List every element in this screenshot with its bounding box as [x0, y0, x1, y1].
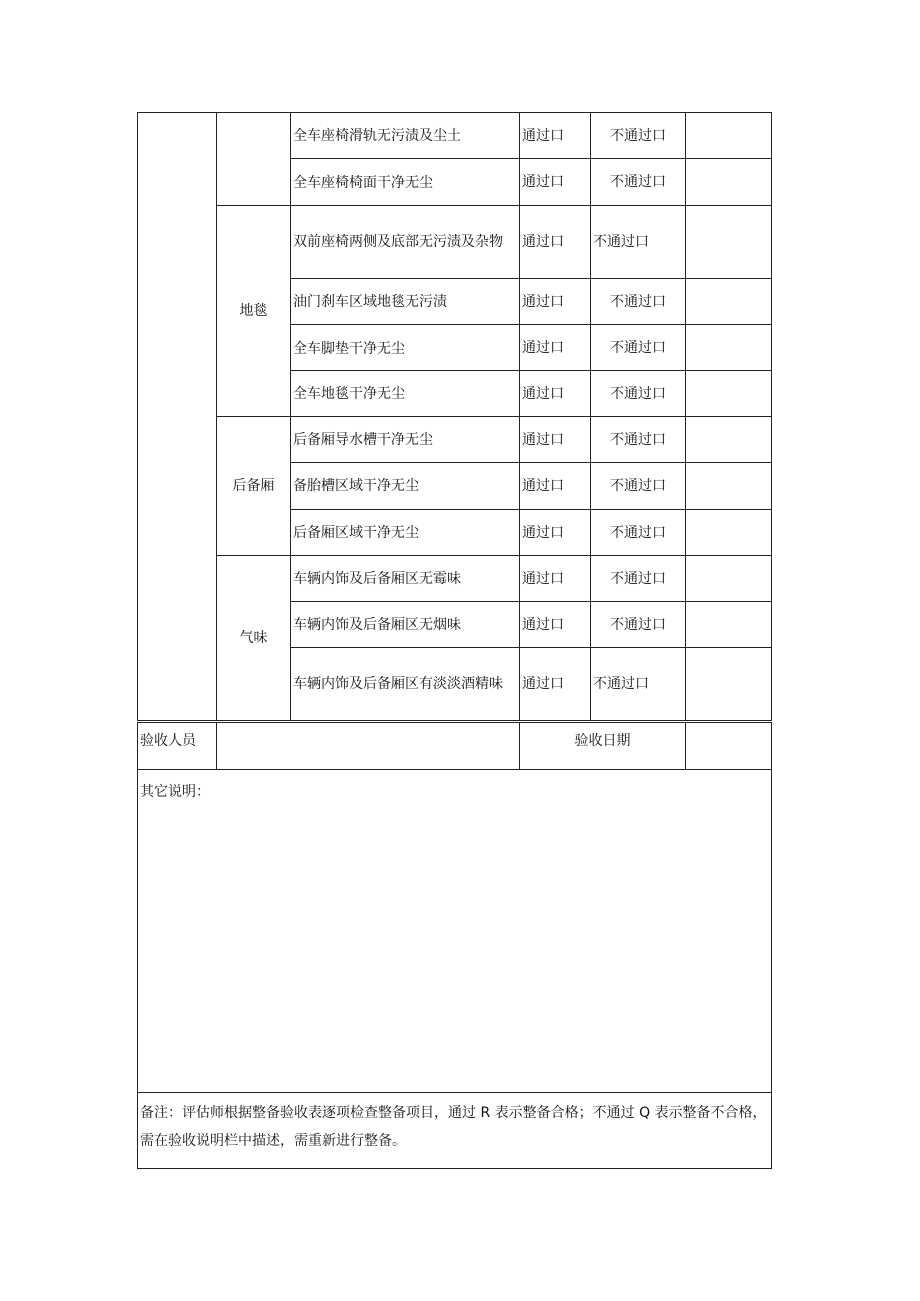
acceptance-checklist-table — [137, 112, 772, 721]
check-item: 车辆内饰及后备厢区有淡淡酒精味 — [291, 648, 520, 721]
pass-option[interactable]: 通过口 — [520, 417, 591, 463]
check-item: 双前座椅两侧及底部无污渍及杂物 — [291, 206, 520, 279]
result-cell[interactable] — [686, 648, 772, 721]
fail-option[interactable]: 不通过口 — [591, 159, 686, 206]
fail-option[interactable]: 不通过口 — [591, 325, 686, 371]
section-label-cell — [138, 113, 217, 721]
fail-option[interactable]: 不通过口 — [591, 648, 686, 721]
result-cell[interactable] — [686, 602, 772, 648]
pass-option[interactable]: 通过口 — [520, 325, 591, 371]
pass-option[interactable]: 通过口 — [520, 159, 591, 206]
fail-option[interactable]: 不通过口 — [591, 602, 686, 648]
check-item: 后备厢导水槽干净无尘 — [291, 417, 520, 463]
table-row — [138, 417, 772, 463]
pass-option[interactable]: 通过口 — [520, 113, 591, 159]
check-item: 全车脚垫干净无尘 — [291, 325, 520, 371]
result-cell[interactable] — [686, 325, 772, 371]
sign-row — [138, 723, 772, 770]
inspector-label: 验收人员 — [138, 723, 217, 770]
check-item: 全车座椅滑轨无污渍及尘土 — [291, 113, 520, 159]
date-field[interactable] — [686, 723, 772, 770]
pass-option[interactable]: 通过口 — [520, 602, 591, 648]
table-row — [138, 113, 772, 159]
check-item: 油门刹车区域地毯无污渍 — [291, 279, 520, 325]
fail-option[interactable]: 不通过口 — [591, 206, 686, 279]
table-row — [138, 556, 772, 602]
table-row — [138, 206, 772, 279]
pass-option[interactable]: 通过口 — [520, 510, 591, 556]
check-item: 全车座椅椅面干净无尘 — [291, 159, 520, 206]
pass-option[interactable]: 通过口 — [520, 279, 591, 325]
other-notes[interactable] — [138, 770, 772, 1093]
pass-option[interactable]: 通过口 — [520, 371, 591, 417]
footer-table — [137, 722, 772, 1169]
check-item: 车辆内饰及后备厢区无烟味 — [291, 602, 520, 648]
result-cell[interactable] — [686, 417, 772, 463]
pass-option[interactable]: 通过口 — [520, 463, 591, 510]
fail-option[interactable]: 不通过口 — [591, 371, 686, 417]
fail-option[interactable]: 不通过口 — [591, 556, 686, 602]
result-cell[interactable] — [686, 510, 772, 556]
result-cell[interactable] — [686, 159, 772, 206]
result-cell[interactable] — [686, 463, 772, 510]
check-item: 车辆内饰及后备厢区无霉味 — [291, 556, 520, 602]
result-cell[interactable] — [686, 279, 772, 325]
category-cell: 地毯 — [217, 206, 291, 417]
fail-option[interactable]: 不通过口 — [591, 279, 686, 325]
date-label: 验收日期 — [520, 723, 686, 770]
result-cell[interactable] — [686, 371, 772, 417]
pass-option[interactable]: 通过口 — [520, 206, 591, 279]
check-item: 后备厢区域干净无尘 — [291, 510, 520, 556]
check-item: 全车地毯干净无尘 — [291, 371, 520, 417]
other-notes-label: 其它说明： — [140, 784, 210, 800]
check-item: 备胎槽区域干净无尘 — [291, 463, 520, 510]
category-cell — [217, 113, 291, 206]
category-cell: 气味 — [217, 556, 291, 721]
inspector-field[interactable] — [217, 723, 520, 770]
notes-row — [138, 770, 772, 1093]
fail-option[interactable]: 不通过口 — [591, 113, 686, 159]
pass-option[interactable]: 通过口 — [520, 648, 591, 721]
fail-option[interactable]: 不通过口 — [591, 463, 686, 510]
pass-option[interactable]: 通过口 — [520, 556, 591, 602]
remark-row — [138, 1093, 772, 1169]
result-cell[interactable] — [686, 206, 772, 279]
result-cell[interactable] — [686, 556, 772, 602]
remark-text: 备注：评估师根据整备验收表逐项检查整备项目，通过 R 表示整备合格；不通过 Q 表示整备不合格，需在验收说明栏中描述，需重新进行整备。 — [138, 1093, 772, 1169]
fail-option[interactable]: 不通过口 — [591, 417, 686, 463]
category-cell: 后备厢 — [217, 417, 291, 556]
result-cell[interactable] — [686, 113, 772, 159]
fail-option[interactable]: 不通过口 — [591, 510, 686, 556]
